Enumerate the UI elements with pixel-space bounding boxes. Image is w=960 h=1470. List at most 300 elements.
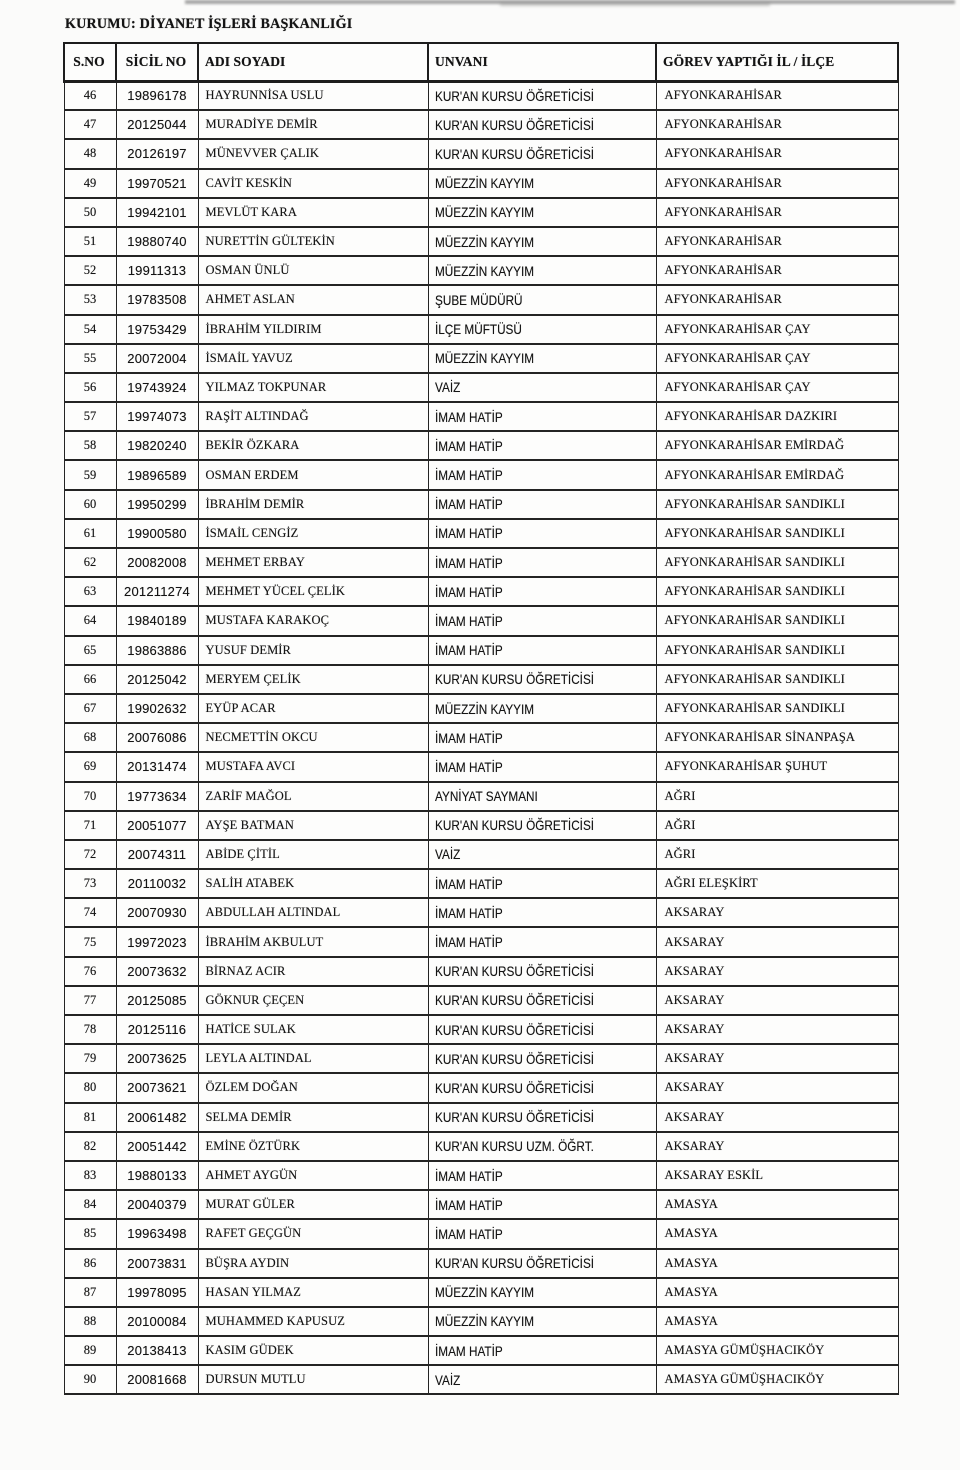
- unvani-text: İMAM HATİP: [434, 758, 503, 775]
- cell-sno: 54: [64, 315, 116, 344]
- cell-adi-soyadi: MUHAMMED KAPUSUZ: [198, 1307, 428, 1336]
- cell-gorev-il-ilce: AKSARAY: [656, 1015, 898, 1044]
- cell-sno: 74: [64, 898, 116, 927]
- cell-sicil-no: 20082008: [116, 548, 198, 577]
- cell-adi-soyadi: EYÜP ACAR: [198, 694, 428, 723]
- unvani-text: İMAM HATİP: [434, 1342, 503, 1359]
- cell-gorev-il-ilce: AKSARAY: [656, 957, 898, 986]
- table-row: [64, 373, 898, 402]
- cell-sno: 84: [64, 1190, 116, 1219]
- cell-sicil-no: 19974073: [116, 402, 198, 431]
- cell-gorev-il-ilce: AFYONKARAHİSAR SANDIKLI: [656, 519, 898, 548]
- unvani-text: İMAM HATİP: [434, 612, 503, 629]
- table-row: [64, 198, 898, 227]
- table-row: [64, 110, 898, 139]
- unvani-text: MÜEZZİN KAYYIM: [434, 233, 534, 250]
- table-row: [64, 1278, 898, 1307]
- cell-sicil-no: 20126197: [116, 139, 198, 168]
- cell-sicil-no: 20076086: [116, 723, 198, 752]
- unvani-text: KUR'AN KURSU ÖĞRETİCİSİ: [434, 1021, 594, 1038]
- cell-gorev-il-ilce: AKSARAY: [656, 898, 898, 927]
- cell-sno: 57: [64, 402, 116, 431]
- cell-gorev-il-ilce: AKSARAY: [656, 1132, 898, 1161]
- cell-unvani: [428, 315, 656, 344]
- cell-sno: 49: [64, 169, 116, 198]
- cell-adi-soyadi: MEVLÜT KARA: [198, 198, 428, 227]
- unvani-text: KUR'AN KURSU ÖĞRETİCİSİ: [434, 1050, 594, 1067]
- cell-sicil-no: 201211274: [116, 577, 198, 606]
- cell-sicil-no: 19783508: [116, 285, 198, 314]
- cell-adi-soyadi: MURAT GÜLER: [198, 1190, 428, 1219]
- header-row: [64, 43, 898, 81]
- cell-unvani: [428, 723, 656, 752]
- cell-gorev-il-ilce: AKSARAY: [656, 1103, 898, 1132]
- cell-gorev-il-ilce: AMASYA: [656, 1249, 898, 1278]
- table-row: [64, 81, 898, 110]
- cell-sicil-no: 19880133: [116, 1161, 198, 1190]
- cell-gorev-il-ilce: AFYONKARAHİSAR DAZKIRI: [656, 402, 898, 431]
- cell-sno: 51: [64, 227, 116, 256]
- cell-gorev-il-ilce: AFYONKARAHİSAR EMİRDAĞ: [656, 460, 898, 489]
- cell-gorev-il-ilce: AĞRI ELEŞKİRT: [656, 869, 898, 898]
- table-row: [64, 1132, 898, 1161]
- cell-sicil-no: 20081668: [116, 1365, 198, 1394]
- cell-sicil-no: 19820240: [116, 431, 198, 460]
- cell-adi-soyadi: İBRAHİM AKBULUT: [198, 927, 428, 956]
- cell-sno: 78: [64, 1015, 116, 1044]
- unvani-text: İMAM HATİP: [434, 642, 503, 659]
- table-row: [64, 577, 898, 606]
- cell-gorev-il-ilce: AFYONKARAHİSAR: [656, 169, 898, 198]
- cell-sicil-no: 20061482: [116, 1103, 198, 1132]
- cell-sicil-no: 19863886: [116, 636, 198, 665]
- cell-gorev-il-ilce: AFYONKARAHİSAR SANDIKLI: [656, 490, 898, 519]
- cell-adi-soyadi: YILMAZ TOKPUNAR: [198, 373, 428, 402]
- cell-gorev-il-ilce: AMASYA: [656, 1278, 898, 1307]
- cell-gorev-il-ilce: AKSARAY: [656, 1073, 898, 1102]
- cell-sicil-no: 20138413: [116, 1336, 198, 1365]
- cell-adi-soyadi: MURADİYE DEMİR: [198, 110, 428, 139]
- cell-unvani: [428, 256, 656, 285]
- table-row: [64, 636, 898, 665]
- cell-gorev-il-ilce: AFYONKARAHİSAR EMİRDAĞ: [656, 431, 898, 460]
- table-row: [64, 548, 898, 577]
- cell-adi-soyadi: YUSUF DEMİR: [198, 636, 428, 665]
- cell-sno: 50: [64, 198, 116, 227]
- cell-gorev-il-ilce: AKSARAY: [656, 986, 898, 1015]
- unvani-text: KUR'AN KURSU ÖĞRETİCİSİ: [434, 1109, 594, 1126]
- cell-adi-soyadi: AHMET ASLAN: [198, 285, 428, 314]
- cell-sno: 62: [64, 548, 116, 577]
- cell-sno: 52: [64, 256, 116, 285]
- cell-sno: 66: [64, 665, 116, 694]
- cell-sno: 79: [64, 1044, 116, 1073]
- table-row: [64, 490, 898, 519]
- table-row: [64, 519, 898, 548]
- cell-adi-soyadi: İSMAİL YAVUZ: [198, 344, 428, 373]
- table-row: [64, 344, 898, 373]
- cell-sno: 60: [64, 490, 116, 519]
- cell-sicil-no: 19773634: [116, 782, 198, 811]
- table-row: [64, 285, 898, 314]
- cell-sno: 80: [64, 1073, 116, 1102]
- column-header-adi-soyadi: ADI SOYADI: [198, 43, 428, 81]
- cell-unvani: [428, 1015, 656, 1044]
- unvani-text: KUR'AN KURSU ÖĞRETİCİSİ: [434, 671, 594, 688]
- unvani-text: İMAM HATİP: [434, 525, 503, 542]
- cell-adi-soyadi: AYŞE BATMAN: [198, 811, 428, 840]
- unvani-text: İLÇE MÜFTÜSÜ: [434, 321, 522, 338]
- unvani-text: İMAM HATİP: [434, 904, 503, 921]
- cell-adi-soyadi: HAYRUNNİSA USLU: [198, 81, 428, 110]
- table-row: [64, 665, 898, 694]
- table-row: [64, 460, 898, 489]
- cell-sicil-no: 20040379: [116, 1190, 198, 1219]
- cell-adi-soyadi: ÖZLEM DOĞAN: [198, 1073, 428, 1102]
- cell-unvani: [428, 811, 656, 840]
- cell-sicil-no: 20072004: [116, 344, 198, 373]
- cell-sicil-no: 19950299: [116, 490, 198, 519]
- cell-sicil-no: 19942101: [116, 198, 198, 227]
- table-header: [64, 43, 898, 81]
- cell-sicil-no: 20131474: [116, 752, 198, 781]
- cell-adi-soyadi: GÖKNUR ÇEÇEN: [198, 986, 428, 1015]
- cell-unvani: [428, 1365, 656, 1394]
- unvani-text: İMAM HATİP: [434, 467, 503, 484]
- cell-unvani: [428, 927, 656, 956]
- cell-unvani: [428, 548, 656, 577]
- cell-sicil-no: 20070930: [116, 898, 198, 927]
- cell-adi-soyadi: HATİCE SULAK: [198, 1015, 428, 1044]
- cell-gorev-il-ilce: AĞRI: [656, 782, 898, 811]
- table-row: [64, 1044, 898, 1073]
- cell-adi-soyadi: SALİH ATABEK: [198, 869, 428, 898]
- unvani-text: İMAM HATİP: [434, 1167, 503, 1184]
- table-row: [64, 315, 898, 344]
- table-row: [64, 1307, 898, 1336]
- cell-unvani: [428, 460, 656, 489]
- unvani-text: KUR'AN KURSU ÖĞRETİCİSİ: [434, 963, 594, 980]
- column-header-sicil-no: SİCİL NO: [116, 43, 198, 81]
- cell-gorev-il-ilce: AMASYA: [656, 1219, 898, 1248]
- cell-sicil-no: 20051442: [116, 1132, 198, 1161]
- cell-unvani: [428, 1044, 656, 1073]
- cell-sno: 82: [64, 1132, 116, 1161]
- cell-sicil-no: 20100084: [116, 1307, 198, 1336]
- document-title: KURUMU: DİYANET İŞLERİ BAŞKANLIĞI: [65, 16, 353, 32]
- cell-sicil-no: 20073632: [116, 957, 198, 986]
- cell-adi-soyadi: MEHMET ERBAY: [198, 548, 428, 577]
- cell-adi-soyadi: BEKİR ÖZKARA: [198, 431, 428, 460]
- table-row: [64, 752, 898, 781]
- table-row: [64, 927, 898, 956]
- cell-sno: 61: [64, 519, 116, 548]
- cell-unvani: [428, 344, 656, 373]
- table-row: [64, 957, 898, 986]
- cell-sno: 81: [64, 1103, 116, 1132]
- table-row: [64, 694, 898, 723]
- cell-gorev-il-ilce: AMASYA: [656, 1190, 898, 1219]
- cell-adi-soyadi: MÜNEVVER ÇALIK: [198, 139, 428, 168]
- cell-gorev-il-ilce: AFYONKARAHİSAR: [656, 198, 898, 227]
- cell-sicil-no: 20074311: [116, 840, 198, 869]
- cell-adi-soyadi: ABİDE ÇİTİL: [198, 840, 428, 869]
- cell-gorev-il-ilce: AMASYA: [656, 1307, 898, 1336]
- unvani-text: MÜEZZİN KAYYIM: [434, 350, 534, 367]
- cell-sicil-no: 19880740: [116, 227, 198, 256]
- column-header-gorev-il-ilce: GÖREV YAPTIĞI İL / İLÇE: [656, 43, 898, 81]
- cell-sicil-no: 20125116: [116, 1015, 198, 1044]
- unvani-text: İMAM HATİP: [434, 729, 503, 746]
- cell-sicil-no: 20125042: [116, 665, 198, 694]
- unvani-text: MÜEZZİN KAYYIM: [434, 1313, 534, 1330]
- cell-unvani: [428, 169, 656, 198]
- unvani-text: KUR'AN KURSU ÖĞRETİCİSİ: [434, 87, 594, 104]
- cell-sicil-no: 19743924: [116, 373, 198, 402]
- cell-sno: 86: [64, 1249, 116, 1278]
- table-row: [64, 1161, 898, 1190]
- cell-gorev-il-ilce: AFYONKARAHİSAR SANDIKLI: [656, 694, 898, 723]
- cell-adi-soyadi: BİRNAZ ACIR: [198, 957, 428, 986]
- cell-sicil-no: 20073625: [116, 1044, 198, 1073]
- table-row: [64, 402, 898, 431]
- cell-gorev-il-ilce: AFYONKARAHİSAR SANDIKLI: [656, 665, 898, 694]
- cell-adi-soyadi: LEYLA ALTINDAL: [198, 1044, 428, 1073]
- cell-adi-soyadi: NECMETTİN OKCU: [198, 723, 428, 752]
- cell-sno: 87: [64, 1278, 116, 1307]
- cell-sicil-no: 19902632: [116, 694, 198, 723]
- cell-gorev-il-ilce: AFYONKARAHİSAR SANDIKLI: [656, 577, 898, 606]
- cell-sicil-no: 19900580: [116, 519, 198, 548]
- unvani-text: İMAM HATİP: [434, 1196, 503, 1213]
- cell-sno: 89: [64, 1336, 116, 1365]
- cell-sicil-no: 19970521: [116, 169, 198, 198]
- cell-unvani: [428, 986, 656, 1015]
- cell-sicil-no: 20125044: [116, 110, 198, 139]
- cell-unvani: [428, 1161, 656, 1190]
- table-row: [64, 1336, 898, 1365]
- unvani-text: KUR'AN KURSU ÖĞRETİCİSİ: [434, 1079, 594, 1096]
- cell-adi-soyadi: KASIM GÜDEK: [198, 1336, 428, 1365]
- cell-unvani: [428, 752, 656, 781]
- unvani-text: İMAM HATİP: [434, 1225, 503, 1242]
- table-row: [64, 1365, 898, 1394]
- cell-sno: 69: [64, 752, 116, 781]
- cell-sno: 71: [64, 811, 116, 840]
- cell-sno: 47: [64, 110, 116, 139]
- cell-gorev-il-ilce: AFYONKARAHİSAR: [656, 227, 898, 256]
- cell-sno: 55: [64, 344, 116, 373]
- cell-unvani: [428, 869, 656, 898]
- cell-sno: 90: [64, 1365, 116, 1394]
- personnel-table: [63, 42, 899, 1395]
- cell-unvani: [428, 840, 656, 869]
- cell-gorev-il-ilce: AFYONKARAHİSAR: [656, 81, 898, 110]
- cell-gorev-il-ilce: AFYONKARAHİSAR: [656, 110, 898, 139]
- table-row: [64, 256, 898, 285]
- cell-adi-soyadi: DURSUN MUTLU: [198, 1365, 428, 1394]
- unvani-text: KUR'AN KURSU ÖĞRETİCİSİ: [434, 1255, 594, 1272]
- cell-unvani: [428, 227, 656, 256]
- cell-adi-soyadi: MUSTAFA KARAKOÇ: [198, 606, 428, 635]
- cell-sno: 68: [64, 723, 116, 752]
- cell-unvani: [428, 1073, 656, 1102]
- cell-unvani: [428, 373, 656, 402]
- table-row: [64, 1073, 898, 1102]
- scan-smudge: [500, 3, 770, 6]
- cell-sno: 77: [64, 986, 116, 1015]
- unvani-text: KUR'AN KURSU ÖĞRETİCİSİ: [434, 116, 594, 133]
- unvani-text: MÜEZZİN KAYYIM: [434, 204, 534, 221]
- cell-sicil-no: 20073621: [116, 1073, 198, 1102]
- column-header-sno: S.NO: [64, 43, 116, 81]
- cell-gorev-il-ilce: AMASYA GÜMÜŞHACIKÖY: [656, 1336, 898, 1365]
- cell-adi-soyadi: EMİNE ÖZTÜRK: [198, 1132, 428, 1161]
- unvani-text: İMAM HATİP: [434, 554, 503, 571]
- cell-adi-soyadi: SELMA DEMİR: [198, 1103, 428, 1132]
- cell-sicil-no: 20073831: [116, 1249, 198, 1278]
- table-row: [64, 1249, 898, 1278]
- cell-unvani: [428, 636, 656, 665]
- cell-adi-soyadi: RAŞİT ALTINDAĞ: [198, 402, 428, 431]
- table-row: [64, 1190, 898, 1219]
- unvani-text: AYNİYAT SAYMANI: [434, 788, 538, 805]
- table-row: [64, 606, 898, 635]
- cell-gorev-il-ilce: AFYONKARAHİSAR SİNANPAŞA: [656, 723, 898, 752]
- unvani-text: İMAM HATİP: [434, 875, 503, 892]
- cell-sno: 76: [64, 957, 116, 986]
- cell-adi-soyadi: BÜŞRA AYDIN: [198, 1249, 428, 1278]
- cell-sno: 56: [64, 373, 116, 402]
- cell-sno: 72: [64, 840, 116, 869]
- cell-sicil-no: 19911313: [116, 256, 198, 285]
- cell-unvani: [428, 198, 656, 227]
- cell-gorev-il-ilce: AFYONKARAHİSAR SANDIKLI: [656, 606, 898, 635]
- cell-unvani: [428, 490, 656, 519]
- cell-adi-soyadi: AHMET AYGÜN: [198, 1161, 428, 1190]
- cell-gorev-il-ilce: AFYONKARAHİSAR: [656, 139, 898, 168]
- cell-unvani: [428, 898, 656, 927]
- cell-gorev-il-ilce: AFYONKARAHİSAR ŞUHUT: [656, 752, 898, 781]
- cell-gorev-il-ilce: AKSARAY: [656, 927, 898, 956]
- cell-unvani: [428, 1190, 656, 1219]
- cell-sicil-no: 20051077: [116, 811, 198, 840]
- unvani-text: KUR'AN KURSU ÖĞRETİCİSİ: [434, 817, 594, 834]
- table-row: [64, 1103, 898, 1132]
- cell-gorev-il-ilce: AKSARAY ESKİL: [656, 1161, 898, 1190]
- unvani-text: İMAM HATİP: [434, 408, 503, 425]
- cell-unvani: [428, 1336, 656, 1365]
- cell-unvani: [428, 81, 656, 110]
- cell-gorev-il-ilce: AĞRI: [656, 840, 898, 869]
- cell-adi-soyadi: İBRAHİM DEMİR: [198, 490, 428, 519]
- cell-sicil-no: 19896589: [116, 460, 198, 489]
- table-row: [64, 227, 898, 256]
- table-row: [64, 169, 898, 198]
- cell-adi-soyadi: İBRAHİM YILDIRIM: [198, 315, 428, 344]
- table-row: [64, 139, 898, 168]
- cell-adi-soyadi: MERYEM ÇELİK: [198, 665, 428, 694]
- cell-sicil-no: 20125085: [116, 986, 198, 1015]
- cell-adi-soyadi: ABDULLAH ALTINDAL: [198, 898, 428, 927]
- cell-unvani: [428, 1103, 656, 1132]
- cell-adi-soyadi: HASAN YILMAZ: [198, 1278, 428, 1307]
- table-row: [64, 986, 898, 1015]
- cell-unvani: [428, 110, 656, 139]
- cell-adi-soyadi: CAVİT KESKİN: [198, 169, 428, 198]
- unvani-text: İMAM HATİP: [434, 934, 503, 951]
- cell-sicil-no: 19840189: [116, 606, 198, 635]
- unvani-text: İMAM HATİP: [434, 583, 503, 600]
- cell-unvani: [428, 694, 656, 723]
- cell-unvani: [428, 606, 656, 635]
- table-row: [64, 782, 898, 811]
- cell-unvani: [428, 957, 656, 986]
- unvani-text: VAİZ: [434, 1371, 460, 1388]
- cell-gorev-il-ilce: AĞRI: [656, 811, 898, 840]
- cell-sno: 58: [64, 431, 116, 460]
- cell-gorev-il-ilce: AFYONKARAHİSAR SANDIKLI: [656, 548, 898, 577]
- cell-unvani: [428, 139, 656, 168]
- cell-sicil-no: 20110032: [116, 869, 198, 898]
- cell-unvani: [428, 1219, 656, 1248]
- unvani-text: MÜEZZİN KAYYIM: [434, 1284, 534, 1301]
- cell-unvani: [428, 577, 656, 606]
- table-row: [64, 869, 898, 898]
- cell-unvani: [428, 431, 656, 460]
- unvani-text: KUR'AN KURSU ÖĞRETİCİSİ: [434, 145, 594, 162]
- unvani-text: ŞUBE MÜDÜRÜ: [434, 291, 523, 308]
- cell-adi-soyadi: İSMAİL CENGİZ: [198, 519, 428, 548]
- cell-unvani: [428, 285, 656, 314]
- unvani-text: KUR'AN KURSU UZM. ÖĞRT.: [434, 1138, 594, 1155]
- unvani-text: MÜEZZİN KAYYIM: [434, 262, 534, 279]
- table-row: [64, 1015, 898, 1044]
- cell-unvani: [428, 1307, 656, 1336]
- cell-unvani: [428, 1249, 656, 1278]
- unvani-text: VAİZ: [434, 846, 460, 863]
- cell-sno: 65: [64, 636, 116, 665]
- cell-gorev-il-ilce: AFYONKARAHİSAR: [656, 256, 898, 285]
- cell-sno: 88: [64, 1307, 116, 1336]
- table-row: [64, 1219, 898, 1248]
- cell-unvani: [428, 519, 656, 548]
- cell-unvani: [428, 1278, 656, 1307]
- table-row: [64, 723, 898, 752]
- table-row: [64, 840, 898, 869]
- cell-sno: 48: [64, 139, 116, 168]
- cell-adi-soyadi: OSMAN ÜNLÜ: [198, 256, 428, 285]
- cell-unvani: [428, 1132, 656, 1161]
- cell-adi-soyadi: ZARİF MAĞOL: [198, 782, 428, 811]
- unvani-text: İMAM HATİP: [434, 437, 503, 454]
- cell-gorev-il-ilce: AFYONKARAHİSAR SANDIKLI: [656, 636, 898, 665]
- cell-sno: 63: [64, 577, 116, 606]
- table-row: [64, 431, 898, 460]
- unvani-text: MÜEZZİN KAYYIM: [434, 700, 534, 717]
- cell-adi-soyadi: MUSTAFA AVCI: [198, 752, 428, 781]
- cell-gorev-il-ilce: AFYONKARAHİSAR ÇAY: [656, 315, 898, 344]
- cell-unvani: [428, 782, 656, 811]
- cell-gorev-il-ilce: AFYONKARAHİSAR ÇAY: [656, 344, 898, 373]
- cell-unvani: [428, 402, 656, 431]
- cell-sno: 53: [64, 285, 116, 314]
- cell-gorev-il-ilce: AMASYA GÜMÜŞHACIKÖY: [656, 1365, 898, 1394]
- cell-adi-soyadi: RAFET GEÇGÜN: [198, 1219, 428, 1248]
- cell-sno: 67: [64, 694, 116, 723]
- cell-sicil-no: 19963498: [116, 1219, 198, 1248]
- table-row: [64, 898, 898, 927]
